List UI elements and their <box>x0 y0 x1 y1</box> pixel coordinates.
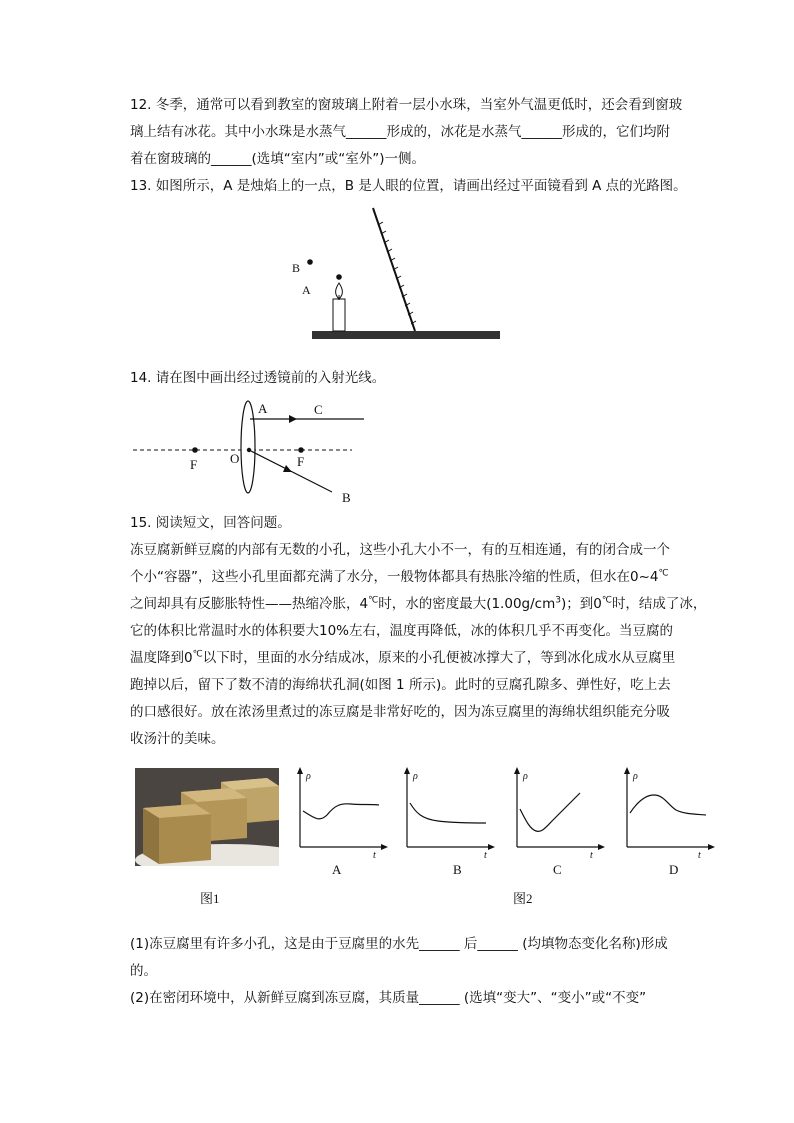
q14-label-o: O <box>230 451 240 466</box>
q12-line-3: 着在窗玻璃的______(选填“室内”或“室外”)一侧。 <box>130 151 426 167</box>
q15-paragraph-line-1: 冻豆腐新鲜豆腐的内部有无数的小孔，这些小孔大小不一，有的互相连通，有的闭合成一个 <box>130 542 670 558</box>
graph-b-axis-y: ρ <box>413 771 418 782</box>
q15-sub1-line-2: 的。 <box>130 963 157 979</box>
q12-line-1: 12. 冬季，通常可以看到教室的窗玻璃上附着一层小水珠，当室外气温更低时，还会看到窗玻 <box>130 97 683 113</box>
graph-a <box>295 765 390 861</box>
q15-paragraph-line-3: 之间却具有反膨胀特性——热缩冷胀，4℃时，水的密度最大$(1.00g/cm^3)$；到0℃时，结成了冰， <box>130 595 707 612</box>
graph-c-axis-y: ρ <box>523 771 528 782</box>
q15-paragraph-line-4: 它的体积比常温时水的体积要大10%左右，温度再降低，冰的体积几乎不再变化。当豆腐的 <box>130 623 674 639</box>
q14-label-a: A <box>258 401 268 416</box>
q14-label-f-left: F <box>190 457 198 472</box>
graph-label-d: D <box>669 862 679 877</box>
q15-sub2: (2)在密闭环境中，从新鲜豆腐到冻豆腐，其质量______ (选填“变大”、“变小”或“不变” <box>130 990 647 1006</box>
graph-c <box>512 765 607 861</box>
graph-b <box>402 765 497 861</box>
q14-label-c: C <box>314 402 323 417</box>
q13-label-b: B <box>292 261 301 275</box>
q15-paragraph-line-5: 温度降到0℃以下时，里面的水分结成冰，原来的小孔便被冰撑大了，等到冰化成水从豆腐里 <box>130 649 676 666</box>
graph-d-axis-x: t <box>698 850 701 861</box>
q15-sub1-line-1: (1)冻豆腐里有许多小孔，这是由于豆腐里的水先______ 后______ (均填物态变化名称)形成 <box>130 936 668 952</box>
q15-paragraph-line-6: 跑掉以后，留下了数不清的海绵状孔洞(如图 1 所示)。此时的豆腐孔隙多、弹性好，吃上去 <box>130 677 671 693</box>
q15-title: 15. 阅读短文，回答问题。 <box>130 515 291 531</box>
graph-label-a: A <box>332 862 342 877</box>
figure-2-caption: 图2 <box>513 891 533 906</box>
graph-a-axis-x: t <box>373 850 376 861</box>
q13-text: 13. 如图所示，A 是烛焰上的一点，B 是人眼的位置，请画出经过平面镜看到 A 点的光路图。 <box>130 178 687 194</box>
graph-b-axis-x: t <box>484 850 487 861</box>
graph-a-axis-y: ρ <box>306 771 311 782</box>
graph-d <box>622 765 717 861</box>
graph-label-c: C <box>553 862 562 877</box>
graph-label-b: B <box>453 862 462 877</box>
q14-label-f-right: F <box>297 454 305 469</box>
frozen-tofu-photo <box>135 768 279 866</box>
graph-c-axis-x: t <box>590 850 593 861</box>
q15-paragraph-line-2: 个小“容器”，这些小孔里面都充满了水分，一般物体都具有热胀冷缩的性质，但水在0~4℃ <box>130 568 669 585</box>
figure-1-caption: 图1 <box>200 891 220 906</box>
q14-text: 14. 请在图中画出经过透镜前的入射光线。 <box>130 370 386 386</box>
q14-figure-convex-lens <box>130 395 370 510</box>
q13-figure-mirror-candle <box>280 205 520 345</box>
graph-d-axis-y: ρ <box>633 771 638 782</box>
q12-line-2: 璃上结有冰花。其中小水珠是水蒸气______形成的，冰花是水蒸气______形成的，它们均附 <box>130 124 670 140</box>
q13-label-a: A <box>302 283 311 297</box>
q15-paragraph-line-7: 的口感很好。放在浓汤里煮过的冻豆腐是非常好吃的，因为冻豆腐里的海绵状组织能充分吸 <box>130 704 670 720</box>
q15-paragraph-line-8: 收汤汁的美味。 <box>130 731 225 747</box>
q14-label-b: B <box>342 490 351 505</box>
